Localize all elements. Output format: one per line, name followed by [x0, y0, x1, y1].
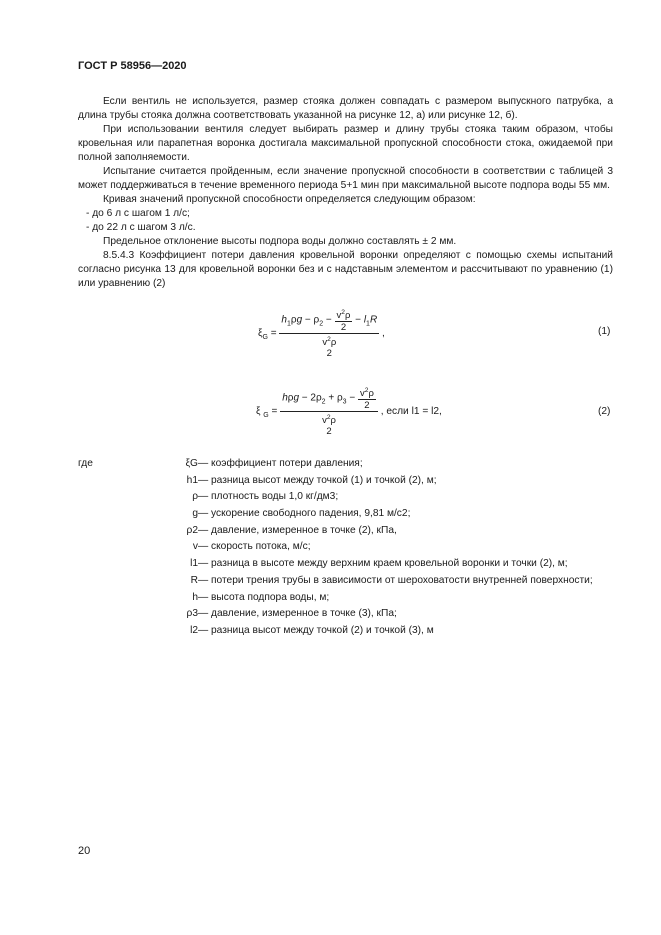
equation-2: ξ $_G$ = $h\rho g - 2\rho_2 + \rho_3$ − $\frac{v^2\rho}{2}$ $v^2\rho$ 2 , если l1 = l2, [256, 387, 442, 438]
definition-text: — коэффициент потери давления; [198, 458, 363, 469]
definition-text: — высота подпора воды, м; [198, 591, 330, 603]
where-label: где [78, 458, 93, 469]
definition-text: — давление, измеренное в точке (2), кПа, [198, 524, 397, 536]
definition-symbol: l2 [190, 624, 198, 636]
definition-text: — разница высот между точкой (2) и точкой (3), м [198, 624, 434, 636]
document-header: ГОСТ Р 58956—2020 [78, 60, 187, 72]
paragraph-4: Кривая значений пропускной способности определяется следующим образом: [103, 194, 476, 205]
definition-symbol: l1 [190, 558, 198, 570]
definition-text: — разница высот между точкой (1) и точкой (2), м; [198, 474, 437, 486]
list-item-2: - до 22 л с шагом 3 л/с. [86, 222, 196, 233]
paragraph-6: 8.5.4.3 Коэффициент потери давления кровельной воронки определяют с помощью схемы испытаний согласно рисунка 13 для кровельной воронки без и с надставным элементом и рассчитывают по уравнению (1) или уравнению (2) [78, 250, 613, 289]
equation-1: $\xi_G$ = $h_1\rho g - \rho_2$ − $\frac{v^2\rho}{2}$ − $l_1R$ $v^2\rho$ 2 , [258, 309, 385, 360]
definition-symbol: v [192, 541, 198, 553]
paragraph-5: Предельное отклонение высоты подпора воды должно составлять ± 2 мм. [103, 236, 457, 247]
definition-symbol: ρ [192, 491, 198, 503]
equation-2-condition: , если l1 = l2, [380, 405, 442, 417]
definition-symbol: ρ3 [186, 608, 198, 620]
definition-text: — разница в высоте между верхним краем кровельной воронки и точки (2), м; [198, 558, 568, 570]
page-number: 20 [78, 845, 91, 857]
definition-symbol: ρ2 [186, 524, 198, 536]
definition-text: — давление, измеренное в точке (3), кПа; [198, 608, 397, 620]
paragraph-2: При использовании вентиля следует выбирать размер и длину трубы стояка таким образом, чтобы кровельная или парапетная воронка достигала максимальной пропускной способности стока, ожидаемой при полной заполняемости. [78, 124, 613, 163]
definition-symbol: h1 [186, 474, 198, 486]
definition-text: — плотность воды 1,0 кг/дм3; [198, 491, 339, 503]
body-text [78, 95, 613, 291]
paragraph-3: Испытание считается пройденным, если значение пропускной способности в соответствии с таблицей 3 может поддерживаться в течение временного периода 5+1 мин при максимальной высоте подпора воды 55 мм. [78, 166, 613, 191]
definition-symbol: g [192, 508, 198, 520]
definition-symbol: R [190, 574, 198, 586]
definition-text: — потери трения трубы в зависимости от шероховатости внутренней поверхности; [198, 574, 593, 586]
equation-1-number: (1) [598, 326, 611, 337]
definition-text: — ускорение свободного падения, 9,81 м/с2; [198, 508, 411, 520]
equation-2-number: (2) [598, 406, 611, 417]
paragraph-1: Если вентиль не используется, размер стояка должен совпадать с размером выпускного патрубка, а длина трубы стояка должна соответствовать указанной на рисунке 12, а) или рисунке 12, б). [78, 96, 613, 121]
definition-symbol: h [192, 591, 198, 603]
list-item-1: - до 6 л с шагом 1 л/с; [86, 208, 190, 219]
definition-text: — скорость потока, м/с; [198, 541, 311, 553]
definition-symbol: ξG [185, 458, 198, 469]
